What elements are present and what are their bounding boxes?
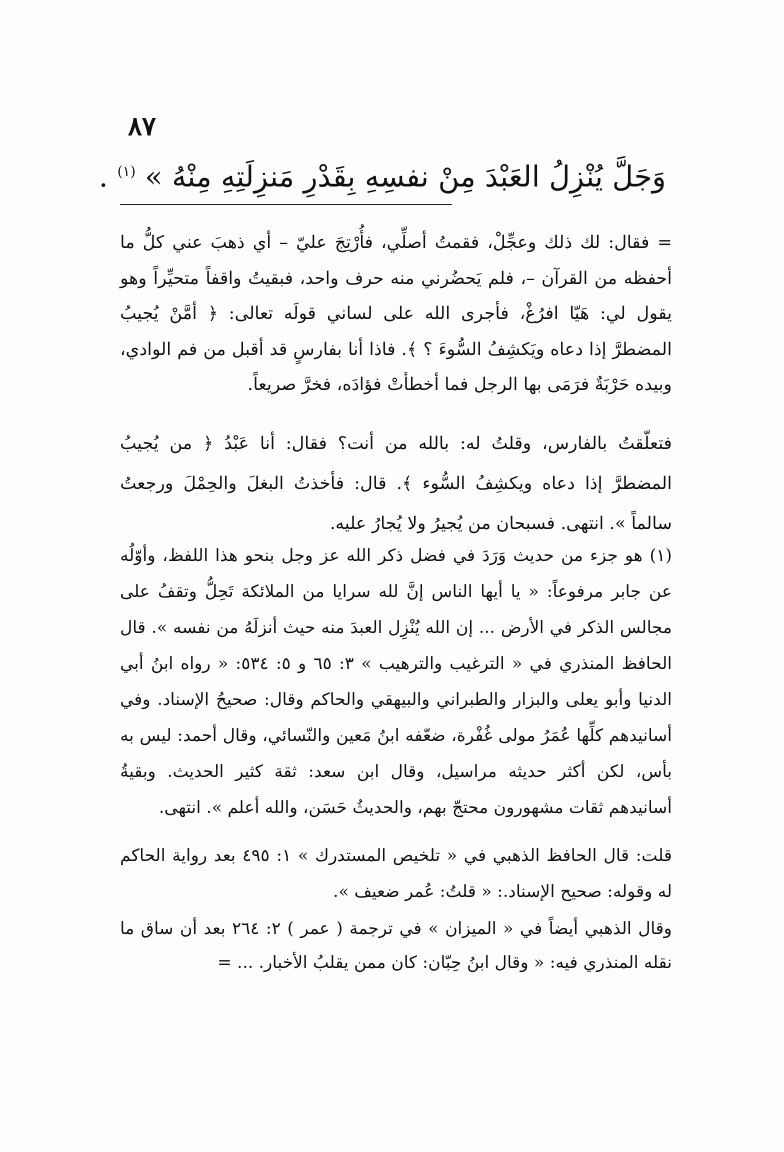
commentary-paragraph-continued <box>120 912 672 980</box>
commentary-paragraph <box>120 838 672 910</box>
paragraph-2 <box>120 424 672 544</box>
footnote-1 <box>120 538 672 826</box>
page-number: ٨٧ <box>128 112 156 142</box>
footnote-separator-rule <box>120 204 452 205</box>
footnote-text: (١) هو جزء من حديث وَرَدَ في فضل ذكر الله عز وجل بنحو هذا اللفظ، وأوّلُه عن جابر مرفوعاً: « يا أيها الناس إنَّ لله سرايا من الملائكة تَحِلُّ وتقفُ على مجالس الذكر في الأرض ... إن الله يُنْزِل العبدَ منه حيث أنزلَهُ من نفسه ». قال الحافظ المنذري في « الترغيب والترهيب » ٣: ٦٥ و ٥: ٥٣٤: « رواه ابنُ أبي الدنيا وأبو يعلى والبزار والطبراني والبيهقي والحاكم وقال: صحيحُ الإسناد. وفي أسانيدهم كلِّها عُمَرُ مولى غُفْرة، ضعّفه ابنُ مَعين والنّسائي، وقال أحمد: ليس به بأس، لكن أكثر حديثه مراسيل، وقال ابن سعد: ثقة كثير الحديث. وبقيةُ أسانيدهم ثقات مشهورون محتجّ بهم، والحديثُ حَسَن، والله أعلم ». انتهى. <box>120 546 672 818</box>
heading-line <box>98 150 666 199</box>
footnote-marker: (١) <box>117 164 136 180</box>
paragraph-text: وقال الذهبي أيضاً في « الميزان » في ترجمة ( عمر ) ٢: ٢٦٤ بعد أن ساق ما نقله المنذري فيه: « وقال ابنُ حِبّان: كان ممن يقلبُ الأخبار. ... = <box>120 919 673 973</box>
paragraph-text: = فقال: لك ذلك وعجِّلْ، فقمتُ أصلِّي، فأُرْتِجَ عليّ – أي ذهبَ عني كلُّ ما أحفظه من القرآن –، فلم يَحضُرني منه حرف واحد، فبقيتُ واقفاً متحيِّراً وهو يقول لي: هَيّا افرُغْ، فأجرى الله على لساني قولَه تعالى: ﴿ أمَّنْ يُجيبُ المضطرَّ إذا دعاه ويَكشِفُ السُّوءَ ؟ ﴾. فاذا أنا بفارسٍ قد أقبل من فم الوادي، وبيده حَرْبَةٌ فرَمَى بها الرجل فما أخطأتْ فؤادَه، فخرَّ صريعاً. <box>120 233 672 395</box>
heading-text: وَجَلَّ يُنْزِلُ العَبْدَ مِنْ نفسِهِ بِقَدْرِ مَنزِلَتِهِ مِنْهُ » <box>144 159 666 194</box>
paragraph-text: فتعلّقتُ بالفارس، وقلتُ له: بالله من أنت؟ فقال: أنا عَبْدُ ﴿ من يُجيبُ المضطرَّ إذا دعاه ويكشِفُ السُّوء ﴾. قال: فأخذتُ البغلَ والحِمْلَ ورجعتُ سالماً ». انتهى. فسبحان من يُجيرُ ولا يُجارُ عليه. <box>120 434 672 534</box>
heading-end: . <box>98 159 108 194</box>
paragraph-1 <box>120 226 672 404</box>
paragraph-text: قلت: قال الحافظ الذهبي في « تلخيص المستدرك » ١: ٤٩٥ بعد رواية الحاكم له وقوله: صحيح الإسناد.: « قلتُ: عُمر ضعيف ». <box>120 846 672 902</box>
